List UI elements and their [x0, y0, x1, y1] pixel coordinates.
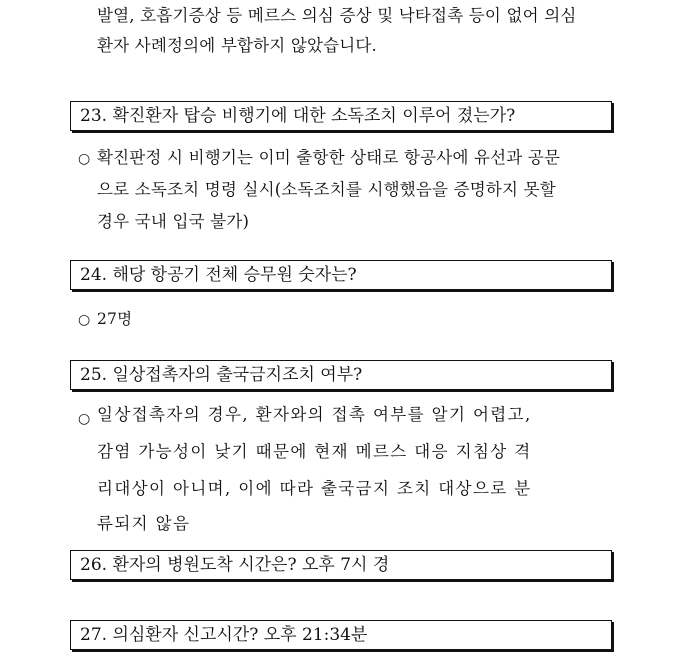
bullet-24: ○ — [78, 312, 91, 328]
question-27-box: 27. 의심환자 신고시간? 오후 21:34분 — [70, 620, 612, 650]
question-25-box: 25. 일상접촉자의 출국금지조치 여부? — [70, 360, 612, 390]
answer-24: 27명 — [97, 310, 133, 328]
answer-23-line-2: 으로 소독조치 명령 실시(소독조치를 시행했음을 증명하지 못할 — [97, 180, 556, 199]
answer-25-line-3: 리대상이 아니며, 이에 따라 출국금지 조치 대상으로 분 — [97, 479, 532, 498]
answer-23-line-3: 경우 국내 입국 불가) — [97, 212, 250, 231]
bullet-25: ○ — [78, 411, 91, 427]
answer-25-line-4: 류되지 않음 — [97, 514, 191, 533]
bullet-23: ○ — [78, 151, 91, 167]
question-26-box: 26. 환자의 병원도착 시간은? 오후 7시 경 — [70, 550, 612, 580]
question-23-box: 23. 확진환자 탑승 비행기에 대한 소독조치 이루어 졌는가? — [70, 101, 612, 131]
intro-line-1: 발열, 호흡기증상 등 메르스 의심 증상 및 낙타접촉 등이 없어 의심 — [97, 6, 577, 25]
answer-23-line-1: 확진판정 시 비행기는 이미 출항한 상태로 항공사에 유선과 공문 — [97, 148, 561, 167]
intro-line-2: 환자 사례정의에 부합하지 않았습니다. — [97, 36, 378, 55]
answer-25-line-1: 일상접촉자의 경우, 환자와의 접촉 여부를 알기 어렵고, — [97, 405, 532, 424]
answer-25-line-2: 감염 가능성이 낮기 때문에 현재 메르스 대응 지침상 격 — [97, 442, 532, 461]
question-24-box: 24. 해당 항공기 전체 승무원 숫자는? — [70, 260, 612, 290]
